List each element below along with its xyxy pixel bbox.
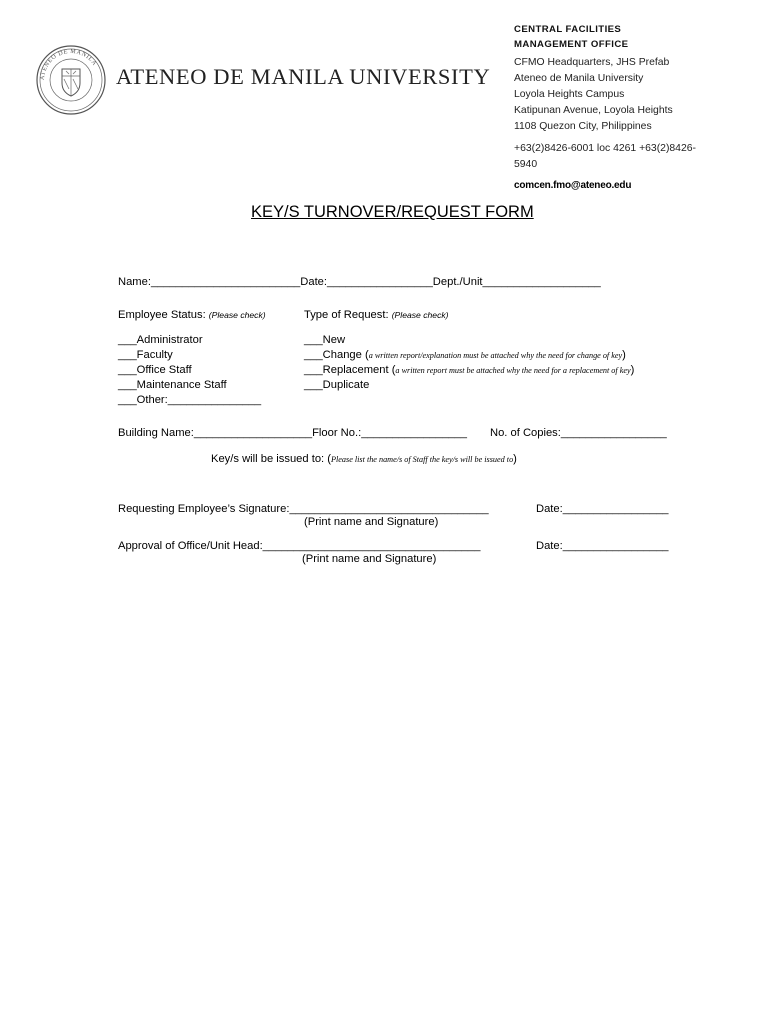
status-option-administrator[interactable]: ___Administrator: [118, 334, 203, 346]
request-type-heading: Type of Request: (Please check): [304, 309, 449, 321]
building-floor-fields[interactable]: Building Name:___________________Floor No.:_________________: [118, 427, 467, 439]
approval-date-field[interactable]: Date:_________________: [536, 540, 669, 552]
address-line: Katipunan Avenue, Loyola Heights: [514, 105, 673, 116]
print-name-caption: (Print name and Signature): [302, 553, 437, 565]
address-line: Loyola Heights Campus: [514, 89, 625, 100]
request-option-change[interactable]: ___Change (a written report/explanation must be attached why the need for change of key): [304, 349, 626, 361]
requesting-signature-field[interactable]: Requesting Employee’s Signature:________________________________: [118, 503, 489, 515]
phone-line: 5940: [514, 159, 538, 170]
issued-to-label: Key/s will be issued to: (Please list the name/s of Staff the key/s will be issued to): [211, 453, 517, 465]
name-date-dept-fields[interactable]: Name:________________________Date:_________________Dept./Unit___________________: [118, 276, 601, 288]
requesting-date-field[interactable]: Date:_________________: [536, 503, 669, 515]
status-option-office-staff[interactable]: ___Office Staff: [118, 364, 192, 376]
request-option-replacement[interactable]: ___Replacement (a written report must be attached why the need for a replacement of key): [304, 364, 635, 376]
copies-field[interactable]: No. of Copies:_________________: [490, 427, 667, 439]
status-option-faculty[interactable]: ___Faculty: [118, 349, 173, 361]
request-option-duplicate[interactable]: ___Duplicate: [304, 379, 370, 391]
address-line: 1108 Quezon City, Philippines: [514, 121, 652, 132]
university-name: ATENEO DE MANILA UNIVERSITY: [116, 64, 491, 89]
print-name-caption: (Print name and Signature): [304, 516, 439, 528]
form-title: KEY/S TURNOVER/REQUEST FORM: [251, 203, 534, 221]
employee-status-heading: Employee Status: (Please check): [118, 309, 266, 321]
email-link[interactable]: comcen.fmo@ateneo.edu: [514, 180, 632, 191]
address-line: Ateneo de Manila University: [514, 73, 644, 84]
request-option-new[interactable]: ___New: [304, 334, 346, 346]
svg-text:ATENEO DE MANILA: ATENEO DE MANILA: [38, 47, 99, 81]
phone-line: +63(2)8426-6001 loc 4261 +63(2)8426-: [514, 143, 696, 154]
approval-signature-field[interactable]: Approval of Office/Unit Head:___________________________________: [118, 540, 481, 552]
status-option-maintenance-staff[interactable]: ___Maintenance Staff: [118, 379, 227, 391]
office-title: CENTRAL FACILITIES MANAGEMENT OFFICE: [514, 24, 629, 50]
university-seal-logo: [36, 45, 106, 115]
address-line: CFMO Headquarters, JHS Prefab: [514, 57, 670, 68]
status-option-other[interactable]: ___Other:_______________: [118, 394, 262, 406]
